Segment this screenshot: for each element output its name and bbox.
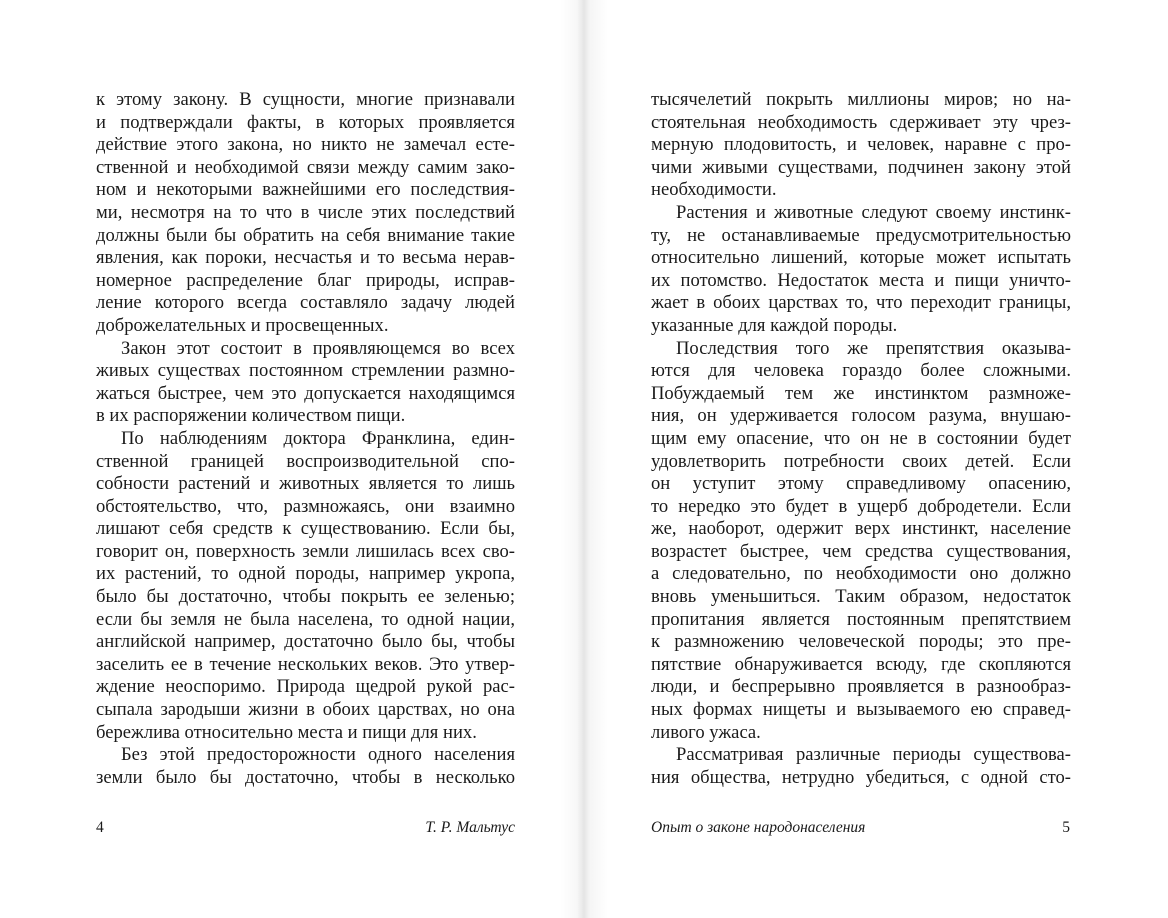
text-line: мерную плодовитость, и человек, наравне с про-	[651, 134, 1071, 156]
text-line: тысячелетий покрыть миллионы миров; но на-	[651, 89, 1071, 110]
paragraph	[96, 744, 515, 789]
text-line: необходимости.	[651, 179, 777, 201]
text-line: Без этой предосторожности одного населения	[121, 744, 515, 766]
text-line: если бы земля не была населена, то одной нации,	[96, 608, 515, 630]
text-line: их растений, то одной породы, например укропа,	[96, 563, 515, 585]
text-line: их потомство. Недостаток места и пищи уничто-	[651, 269, 1071, 291]
text-line: возрастет быстрее, чем средства существования,	[651, 540, 1071, 562]
text-line: доброжелательных и просвещенных.	[96, 314, 389, 336]
text-line: сыпала зародыши жизни в обоих царствах, но она	[96, 699, 515, 721]
text-line: заселить ее в течение нескольких веков. Это утвер-	[96, 653, 515, 675]
text-line: Последствия того же препятствия оказыва-	[676, 337, 1071, 359]
text-line: люди, и беспрерывно проявляется в разнообраз-	[651, 676, 1071, 698]
text-line: и подтверждали факты, в которых проявляется	[96, 111, 515, 133]
text-line: удовлетворить потребности своих детей. Если	[651, 450, 1071, 472]
text-line: номерное распределение благ природы, исправ-	[96, 269, 515, 291]
text-line: пропитания является постоянным препятствием	[651, 608, 1071, 630]
text-line: Растения и животные следуют своему инстинк-	[676, 201, 1071, 223]
paragraph	[651, 202, 1071, 338]
text-line: ных формах нищеты и вызываемого ею справед-	[651, 699, 1071, 721]
paragraph	[651, 89, 1071, 202]
text-line: должны были бы обратить на себя внимание такие	[96, 224, 515, 246]
text-line: действие этого закона, но никто не замечал есте-	[96, 134, 515, 156]
text-line: то нередко это будет в ущерб добродетели. Если	[651, 495, 1071, 517]
text-line: ми, несмотря на то что в числе этих последствий	[96, 201, 515, 223]
text-line: живых существах постоянном стремлении размно-	[96, 360, 515, 382]
text-line: пятствие обнаруживается всюду, где скопляются	[651, 653, 1071, 675]
text-line: а следовательно, по необходимости оно должно	[651, 563, 1071, 585]
right-page-body	[651, 89, 1071, 789]
text-line: ственной границей воспроизводительной спо-	[96, 450, 515, 472]
right-running-head: Опыт о законе народонаселения	[651, 819, 866, 836]
text-line: щим ему опасение, что он не в состоянии будет	[651, 427, 1071, 449]
left-page-number: 4	[96, 819, 104, 836]
text-line: ния общества, нетрудно убедиться, с одной сто-	[651, 766, 1071, 788]
text-line: же, наоборот, одержит верх инстинкт, население	[651, 518, 1071, 540]
left-running-head: Т. Р. Мальтус	[425, 819, 515, 836]
text-line: было бы достаточно, чтобы покрыть ее зеленью;	[96, 586, 515, 608]
text-line: явления, как пороки, несчастья и то весьма нерав-	[96, 247, 515, 269]
text-line: вновь уменьшиться. Таким образом, недостаток	[651, 586, 1071, 608]
text-line: он уступит этому справедливому опасению,	[651, 473, 1071, 495]
paragraph	[96, 338, 515, 428]
text-line: стоятельная необходимость сдерживает эту чрез-	[651, 111, 1071, 133]
text-line: жаться быстрее, чем это допускается находящимся	[96, 382, 515, 404]
paragraph	[96, 428, 515, 744]
text-line: ление которого всегда составляло задачу людей	[96, 292, 515, 314]
text-line: ственной и необходимой связи между самим зако-	[96, 156, 515, 178]
text-line: ливого ужаса.	[651, 721, 761, 743]
text-line: к этому закону. В сущности, многие признавали	[96, 89, 515, 110]
text-line: говорит он, поверхность земли лишилась всех сво-	[96, 540, 515, 562]
text-line: ждение неоспоримо. Природа щедрой рукой рас-	[96, 676, 515, 698]
text-line: жает в обоих царствах то, что переходит границы,	[651, 292, 1071, 314]
text-line: к размножению человеческой породы; это пре-	[651, 631, 1071, 653]
left-page-body	[96, 89, 515, 789]
text-line: По наблюдениям доктора Франклина, един-	[121, 427, 515, 449]
text-line: ния, он удерживается голосом разума, внушаю-	[651, 405, 1071, 427]
text-line: ту, не останавливаемые предусмотрительностью	[651, 224, 1071, 246]
text-line: бережлива относительно места и пищи для них.	[96, 721, 477, 743]
text-line: Закон этот состоит в проявляющемся во всех	[121, 337, 515, 359]
text-line: указанные для каждой породы.	[651, 314, 898, 336]
text-line: чими живыми существами, подчинен закону этой	[651, 156, 1071, 178]
text-line: ются для человека гораздо более сложными.	[651, 360, 1071, 382]
text-line: земли было бы достаточно, чтобы в несколько	[96, 766, 515, 788]
text-line: Рассматривая различные периоды существова-	[676, 744, 1071, 766]
text-line: обстоятельство, что, размножаясь, они взаимно	[96, 495, 515, 517]
paragraph	[651, 338, 1071, 745]
text-line: в их распоряжении количеством пищи.	[96, 405, 406, 427]
text-line: ном и некоторыми важнейшими его последствия-	[96, 179, 515, 201]
text-line: английской например, достаточно было бы, чтобы	[96, 631, 515, 653]
text-line: собности растений и животных является то лишь	[96, 473, 515, 495]
text-line: лишают себя средств к существованию. Если бы,	[96, 518, 515, 540]
text-line: относительно лишений, которые может испытать	[651, 247, 1071, 269]
paragraph	[651, 744, 1071, 789]
text-line: Побуждаемый тем же инстинктом размноже-	[651, 382, 1071, 404]
right-page-number: 5	[1062, 819, 1070, 836]
paragraph	[96, 89, 515, 338]
